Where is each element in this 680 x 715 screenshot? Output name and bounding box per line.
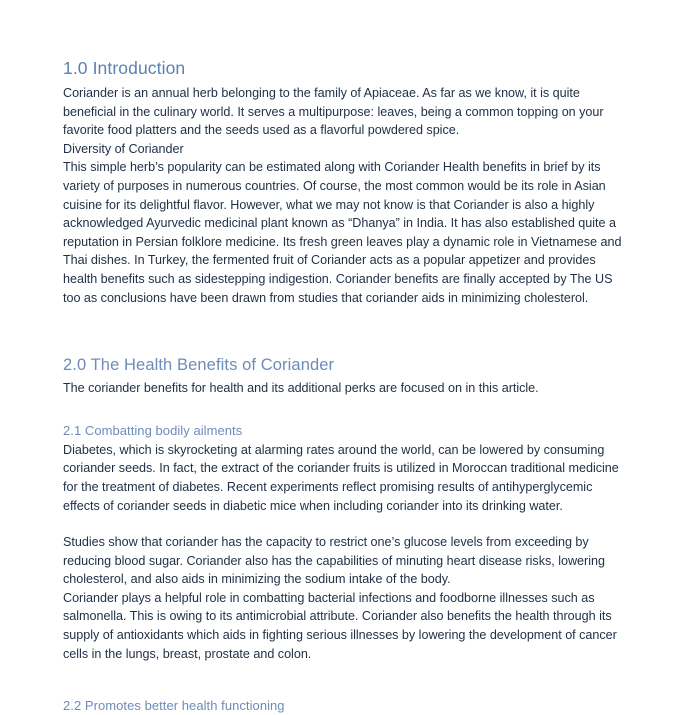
paragraph-glucose-heart-sodium: Studies show that coriander has the capacity to restrict one’s glucose levels from exceeding by reducing blood sugar. Coriander also has the capabilities of minuting heart disease risks, lowering cholesterol, and also aids in minimizing the sodium intake of the body. <box>63 535 605 587</box>
paragraph-health-benefits-intro: The coriander benefits for health and its additional perks are focused on in this article. <box>63 381 539 396</box>
section-spacer <box>63 307 627 354</box>
paragraph-intro-overview: Coriander is an annual herb belonging to the family of Apiaceae. As far as we know, it is quite beneficial in the culinary world. It serves a multipurpose: leaves, being a common topping on your favorite food platters and the seeds used as a flavorful powdered spice. <box>63 86 604 138</box>
heading-2-1-combatting-bodily-ailments: 2.1 Combatting bodily ailments <box>63 422 243 438</box>
heading-2-2-promotes-better-health-functioning: 2.2 Promotes better health functioning <box>63 698 285 714</box>
subsection-spacer-2 <box>63 663 627 697</box>
document-body <box>63 57 627 715</box>
paragraph-intro-diversity: This simple herb’s popularity can be estimated along with Coriander Health benefits in brief by its variety of purposes in numerous countries. Of course, the most common would be its role in Asian cuisine for its delightful flavor. However, what we may not know is that Coriander is also a highly acknowledged Ayurvedic medicinal plant known as “Dhanya” in India. It has also established quite a reputation in Persian folklore medicine. Its fresh green leaves play a dynamic role in Vietnamese and Thai dishes. In Turkey, the fermented fruit of Coriander acts as a popular appetizer and provides health benefits such as sidestepping indigestion. Coriander benefits are finally accepted by The US too as conclusions have been drawn from studies that coriander aids in minimizing cholesterol. <box>63 160 622 305</box>
paragraph-diversity-of-coriander-label: Diversity of Coriander <box>63 141 184 156</box>
paragraph-diabetes-coriander-seeds: Diabetes, which is skyrocketing at alarming rates around the world, can be lowered by consuming coriander seeds. In fact, the extract of the coriander fruits is utilized in Moroccan traditional medicine for the treatment of diabetes. Recent experiments reflect promising results of antihyperglycemic effects of coriander seeds in diabetic mice when including coriander into its drinking water. <box>63 442 619 513</box>
paragraph-antimicrobial-antioxidants: Coriander plays a helpful role in combatting bacterial infections and foodborne illnesses such as salmonella. This is owing to its antimicrobial attribute. Coriander also benefits the health through its supply of antioxidants which aids in fighting serious illnesses by lowering the development of cancer cells in the lungs, breast, prostate and colon. <box>63 590 617 661</box>
subsection-spacer <box>63 398 627 422</box>
heading-2-0-health-benefits: 2.0 The Health Benefits of Coriander <box>63 356 335 375</box>
heading-1-0-introduction: 1.0 Introduction <box>63 58 186 78</box>
paragraph-spacer <box>63 515 627 533</box>
